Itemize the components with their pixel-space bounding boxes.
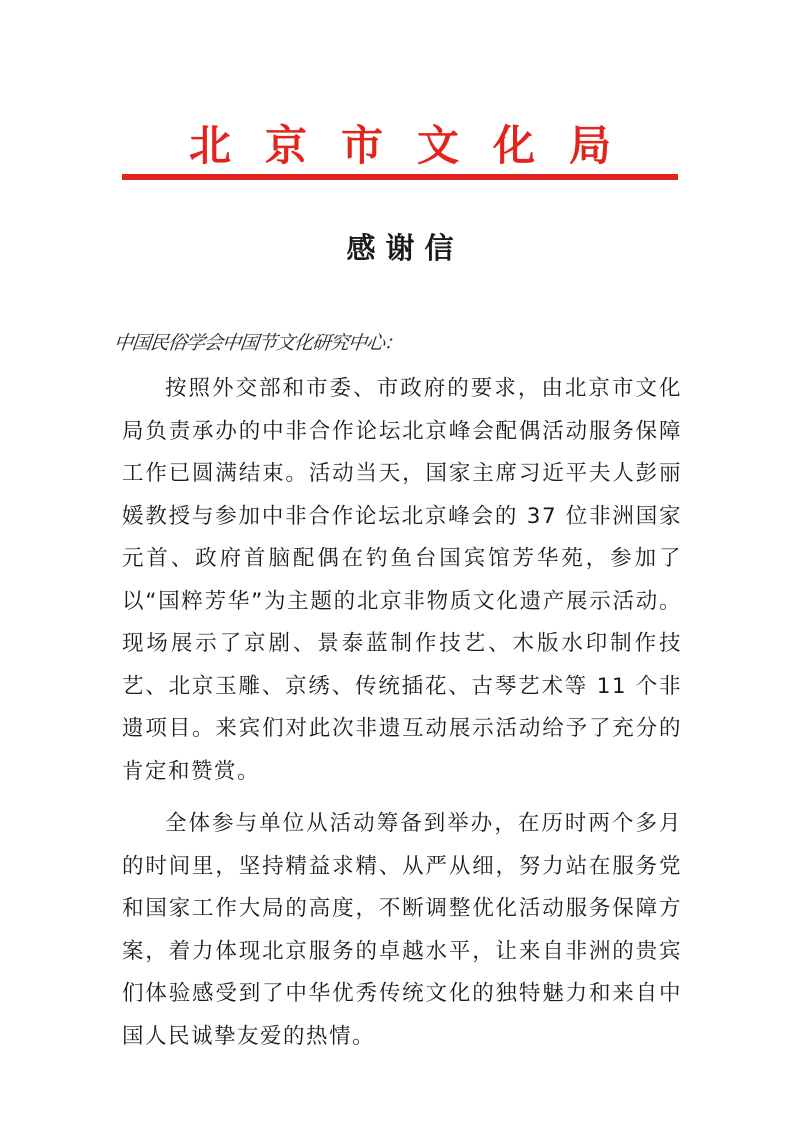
- letter-body: [122, 368, 682, 1068]
- handwritten-salutation: 中国民俗学会中国节文化研究中心：: [112, 332, 404, 354]
- document-title: 感谢信: [346, 231, 464, 265]
- letterhead-red-rule: [122, 174, 678, 180]
- letterhead-org-name: 北京市文化局: [188, 121, 645, 170]
- body-paragraph-1: 按照外交部和市委、市政府的要求，由北京市文化局负责承办的中非合作论坛北京峰会配偶活动服务保障工作已圆满结束。活动当天，国家主席习近平夫人彭丽媛教授与参加中非合作论坛北京峰会的 37 位非洲国家元首、政府首脑配偶在钓鱼台国宾馆芳华苑，参加了以“国粹芳华”为主题的北京非物质文化遗产展示活动。现场展示了京剧、景泰蓝制作技艺、木版水印制作技艺、北京玉雕、京绣、传统插花、古琴艺术等 11 个非遗项目。来宾们对此次非遗互动展示活动给予了充分的肯定和赞赏。: [122, 376, 682, 784]
- body-paragraph-2: 全体参与单位从活动筹备到举办，在历时两个多月的时间里，坚持精益求精、从严从细，努力站在服务党和国家工作大局的高度，不断调整优化活动服务保障方案，着力体现北京服务的卓越水平，让来自非洲的贵宾们体验感受到了中华优秀传统文化的独特魅力和来自中国人民诚挚友爱的热情。: [122, 811, 682, 1049]
